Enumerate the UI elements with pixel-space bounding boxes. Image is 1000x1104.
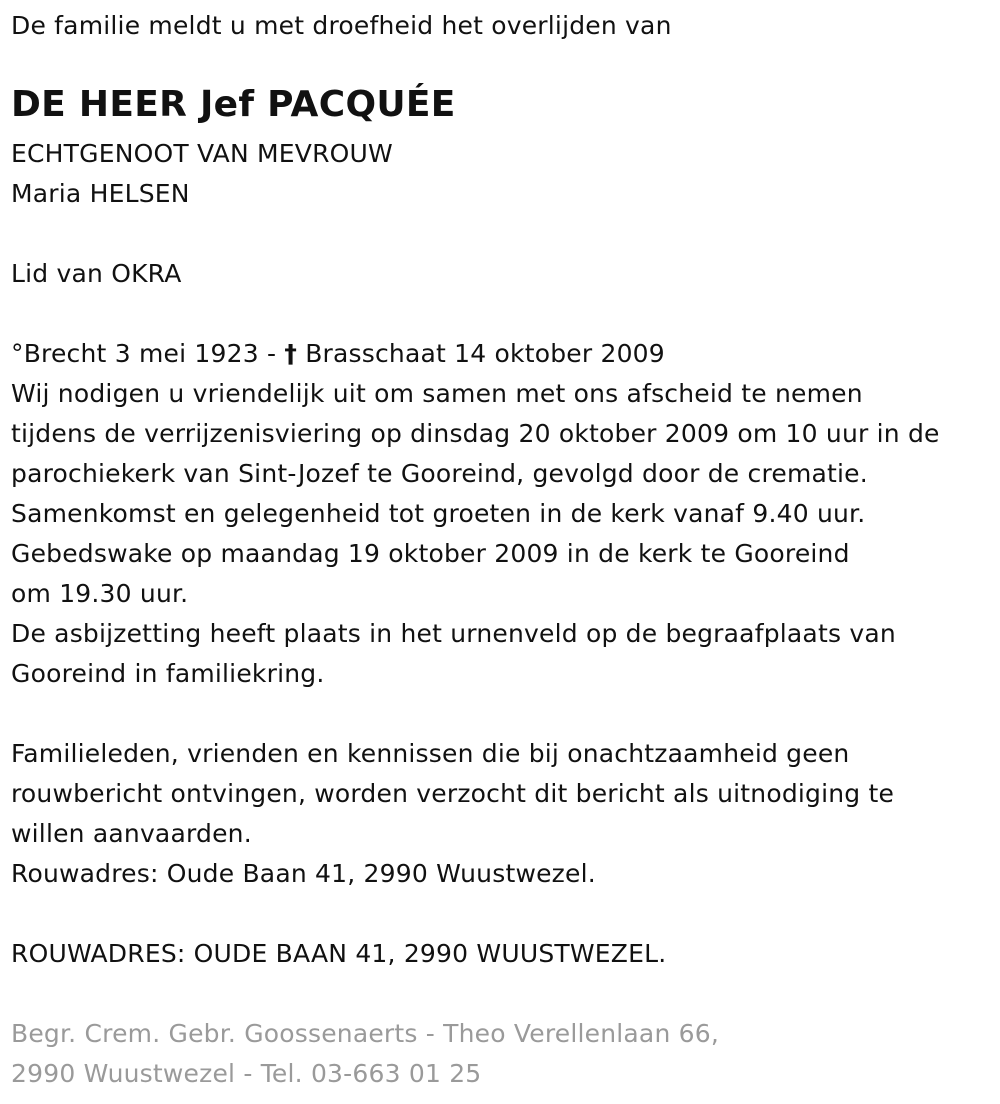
life-dates xyxy=(11,334,940,374)
notice-line: Familieleden, vrienden en kennissen die bij onachtzaamheid geen xyxy=(11,739,850,768)
ceremony-line: om 19.30 uur. xyxy=(11,579,189,608)
ceremony-line: De asbijzetting heeft plaats in het urnenveld op de begraafplaats van xyxy=(11,619,896,648)
notice-line: willen aanvaarden. xyxy=(11,819,252,848)
ceremony-line: Wij nodigen u vriendelijk uit om samen met ons afscheid te nemen xyxy=(11,379,863,408)
birth-date: °Brecht 3 mei 1923 - xyxy=(11,339,277,368)
ceremony-line: tijdens de verrijzenisviering op dinsdag 20 oktober 2009 om 10 uur in de xyxy=(11,419,940,448)
ceremony-line: Gebedswake op maandag 19 oktober 2009 in de kerk te Gooreind xyxy=(11,539,850,568)
notice-line: rouwbericht ontvingen, worden verzocht dit bericht als uitnodiging te xyxy=(11,779,895,808)
notice-block xyxy=(11,734,894,894)
mourning-address-caps: ROUWADRES: OUDE BAAN 41, 2990 WUUSTWEZEL. xyxy=(11,939,667,968)
death-date: Brasschaat 14 oktober 2009 xyxy=(305,339,665,368)
ceremony-line: Gooreind in familiekring. xyxy=(11,659,325,688)
spouse-line: ECHTGENOOT VAN MEVROUW xyxy=(11,139,393,168)
cross-icon: † xyxy=(284,339,298,368)
spouse-name: Maria HELSEN xyxy=(11,179,190,208)
deceased-name: DE HEER Jef PACQUÉE xyxy=(11,84,456,125)
ceremony-line: Samenkomst en gelegenheid tot groeten in de kerk vanaf 9.40 uur. xyxy=(11,499,866,528)
ceremony-line: parochiekerk van Sint-Jozef te Gooreind, gevolgd door de crematie. xyxy=(11,459,868,488)
membership-text: Lid van OKRA xyxy=(11,259,182,288)
footer-line-2: 2990 Wuustwezel - Tel. 03-663 01 25 xyxy=(11,1059,482,1088)
ceremony-block xyxy=(11,334,940,694)
intro-text: De familie meldt u met droefheid het overlijden van xyxy=(11,11,672,40)
spouse-block xyxy=(11,134,393,214)
footer-line-1: Begr. Crem. Gebr. Goossenaerts - Theo Verellenlaan 66, xyxy=(11,1019,719,1048)
funeral-home-footer xyxy=(11,1014,719,1094)
mourning-address: Rouwadres: Oude Baan 41, 2990 Wuustwezel. xyxy=(11,859,596,888)
